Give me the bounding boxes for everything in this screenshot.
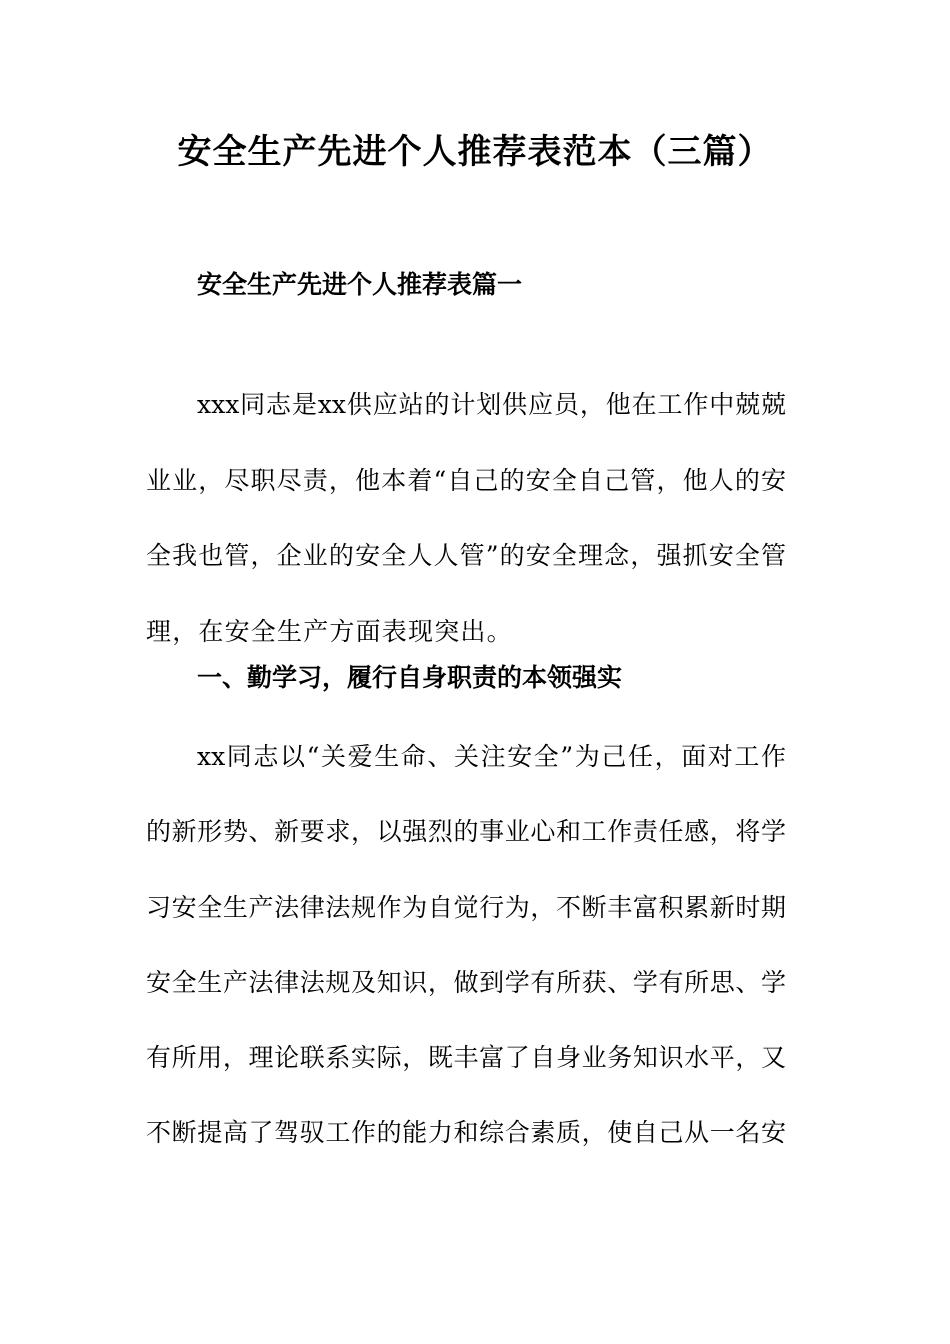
paragraph-line: 业业，尽职尽责，他本着“自己的安全自己管，他人的安 bbox=[146, 465, 786, 495]
paragraph-line: 全我也管，企业的安全人人管”的安全理念，强抓安全管 bbox=[146, 541, 786, 570]
section-heading: 安全生产先进个人推荐表篇一 bbox=[197, 270, 523, 299]
paragraph-line: xxx同志是xx供应站的计划供应员，他在工作中兢兢 bbox=[197, 390, 786, 419]
paragraph-line: 安全生产法律法规及知识，做到学有所获、学有所思、学 bbox=[146, 967, 786, 997]
document-title: 安全生产先进个人推荐表范本（三篇） bbox=[177, 132, 773, 172]
paragraph-line: 的新形势、新要求，以强烈的事业心和工作责任感，将学 bbox=[146, 817, 786, 847]
paragraph-line: 理，在安全生产方面表现突出。 bbox=[146, 616, 513, 646]
paragraph-line: 有所用，理论联系实际，既丰富了自身业务知识水平，又 bbox=[146, 1043, 786, 1073]
paragraph-line: 习安全生产法律法规作为自觉行为，不断丰富积累新时期 bbox=[146, 892, 786, 922]
paragraph-line: xx同志以“关爱生命、关注安全”为己任，面对工作 bbox=[197, 742, 786, 771]
paragraph-study bbox=[146, 719, 786, 1171]
sub-heading-study: 一、勤学习，履行自身职责的本领强实 bbox=[197, 663, 623, 692]
paragraph-intro bbox=[146, 367, 786, 669]
paragraph-line: 不断提高了驾驭工作的能力和综合素质，使自己从一名安 bbox=[146, 1118, 786, 1148]
